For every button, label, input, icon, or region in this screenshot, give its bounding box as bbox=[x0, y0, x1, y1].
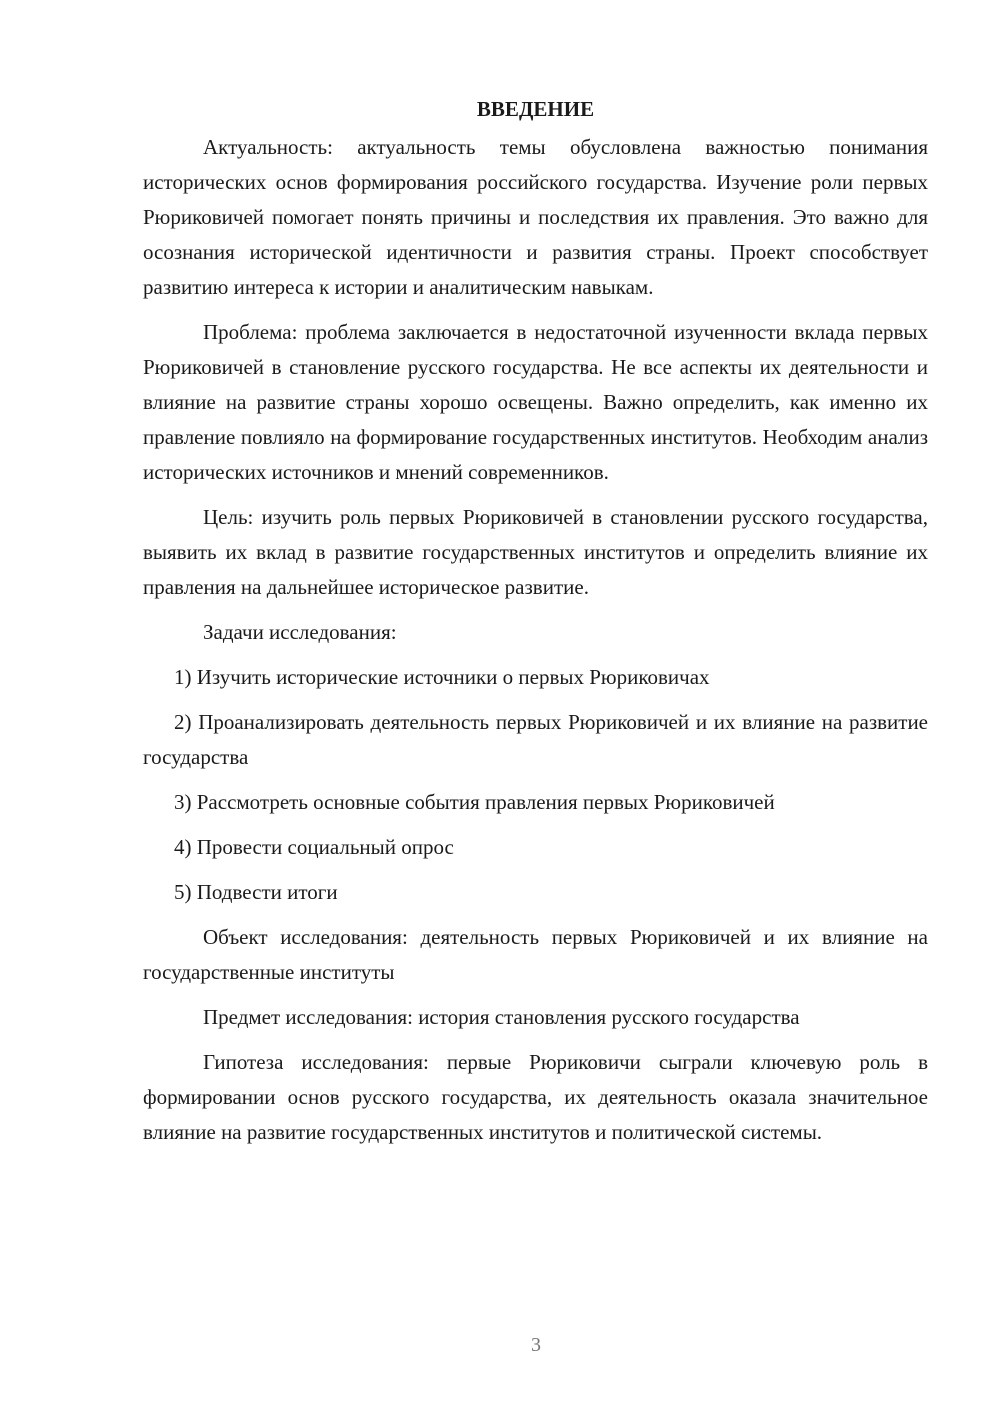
paragraph-subject: Предмет исследования: история становления русского государства bbox=[203, 1005, 800, 1029]
task-item-3: 3) Рассмотреть основные события правления первых Рюриковичей bbox=[174, 790, 775, 814]
document-page bbox=[143, 92, 928, 1160]
paragraph-object: Объект исследования: деятельность первых Рюриковичей и их влияние на государственные институты bbox=[143, 925, 928, 984]
paragraph-goal: Цель: изучить роль первых Рюриковичей в становлении русского государства, выявить их вклад в развитие государственных институтов и определить влияние их правления на дальнейшее историческое развитие. bbox=[143, 505, 928, 599]
paragraph-tasks-title: Задачи исследования: bbox=[203, 620, 397, 644]
task-item-1: 1) Изучить исторические источники о первых Рюриковичах bbox=[174, 665, 710, 689]
task-item-2: 2) Проанализировать деятельность первых Рюриковичей и их влияние на развитие государства bbox=[143, 710, 928, 769]
paragraph-relevance: Актуальность: актуальность темы обусловлена важностью понимания исторических основ формирования российского государства. Изучение роли первых Рюриковичей помогает понять причины и последствия их правления. Это важно для осознания исторической идентичности и развития страны. Проект способствует развитию интереса к истории и аналитическим навыкам. bbox=[143, 135, 928, 299]
paragraph-hypothesis: Гипотеза исследования: первые Рюриковичи сыграли ключевую роль в формировании основ русского государства, их деятельность оказала значительное влияние на развитие государственных институтов и политической системы. bbox=[143, 1050, 928, 1144]
section-heading: ВВЕДЕНИЕ bbox=[476, 97, 595, 121]
task-item-4: 4) Провести социальный опрос bbox=[174, 835, 454, 859]
paragraph-problem: Проблема: проблема заключается в недостаточной изученности вклада первых Рюриковичей в становление русского государства. Не все аспекты их деятельности и влияние на развитие страны хорошо освещены. Важно определить, как именно их правление повлияло на формирование государственных институтов. Необходим анализ исторических источников и мнений современников. bbox=[143, 320, 928, 484]
page-number: 3 bbox=[531, 1334, 541, 1356]
task-item-5: 5) Подвести итоги bbox=[174, 880, 338, 904]
